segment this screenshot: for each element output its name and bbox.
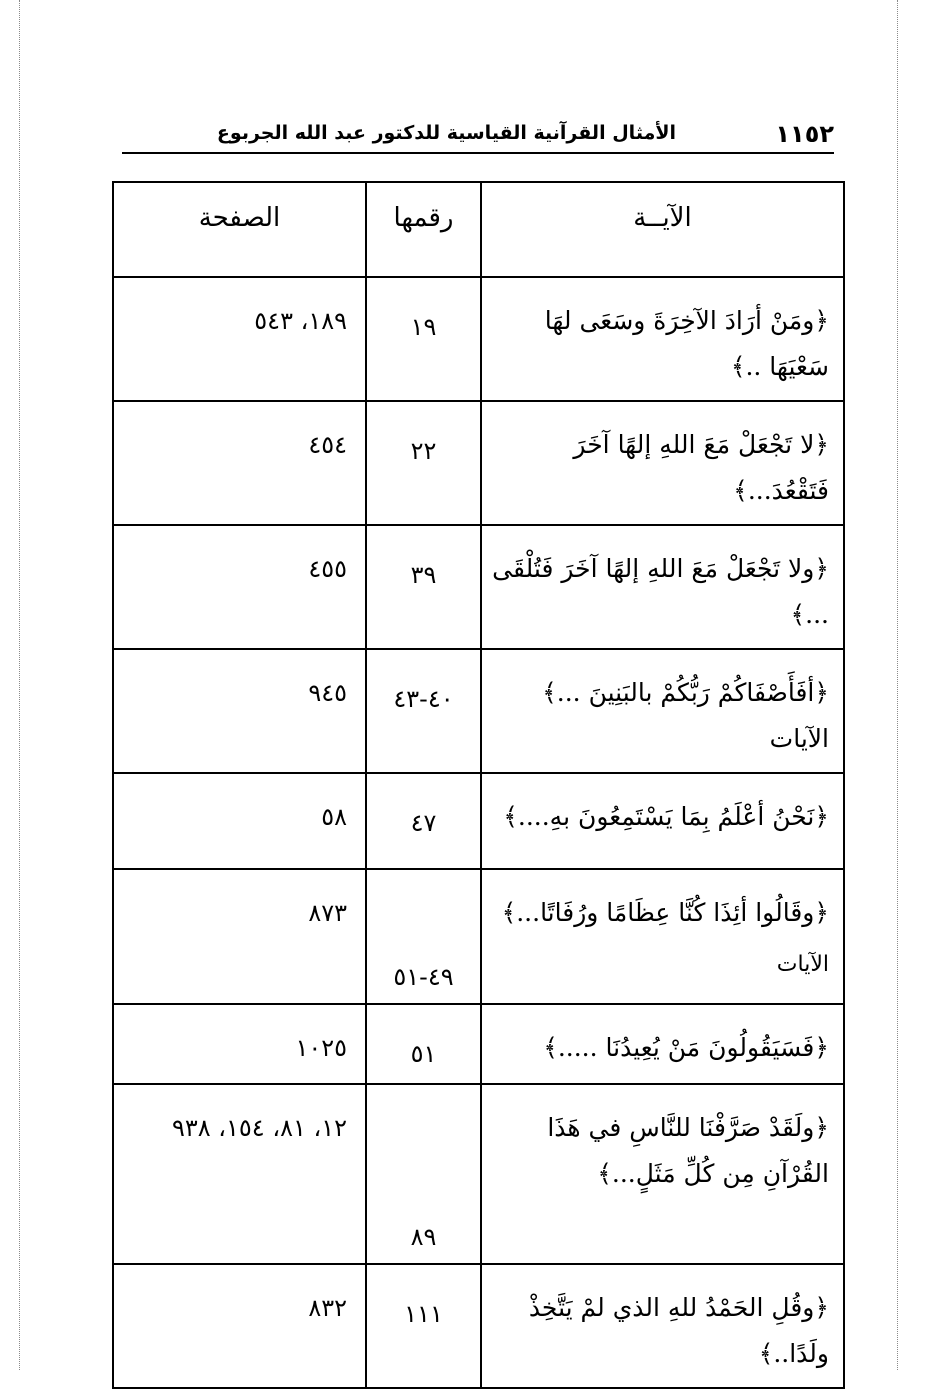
header-page: الصفحة xyxy=(113,182,366,277)
verse-number-cell: ٨٩ xyxy=(366,1084,481,1264)
verse-text: ﴿وقَالُوا أئِذَا كُنَّا عِظَامًا ورُفَاتًا...﴾ xyxy=(501,898,829,927)
verse-cell: ﴿لا تَجْعَلْ مَعَ اللهِ إلهًا آخَرَ فَتَقْعُدَ...﴾ xyxy=(481,401,844,525)
page-ref-cell: ١٨٩، ٥٤٣ xyxy=(113,277,366,401)
verse-number-cell: ٤٧ xyxy=(366,773,481,869)
running-title: الأمثال القرآنية القياسية للدكتور عبد الله الجربوع xyxy=(216,122,676,144)
verse-extra-note: الآيات xyxy=(776,952,829,977)
table-row xyxy=(113,277,844,401)
verse-cell: ﴿نَحْنُ أعْلَمُ بِمَا يَسْتَمِعُونَ بهِ....﴾ xyxy=(481,773,844,869)
page-ref-cell: ٩٤٥ xyxy=(113,649,366,773)
verse-cell: ﴿أفَأَصْفَاكُمْ رَبُّكُمْ بالبَنِينَ ...﴾ الآيات xyxy=(481,649,844,773)
verse-number-cell: ٢٢ xyxy=(366,401,481,525)
verse-cell: ﴿ولَقَدْ صَرَّفْنَا للنَّاسِ في هَذَا القُرْآنِ مِن كُلِّ مَثَلٍ...﴾ xyxy=(481,1084,844,1264)
header-verse: الآيــة xyxy=(481,182,844,277)
header-number: رقمها xyxy=(366,182,481,277)
page-ref-cell: ١٠٢٥ xyxy=(113,1004,366,1084)
table-row xyxy=(113,869,844,1004)
table-row xyxy=(113,1264,844,1388)
page-ref-cell: ١٢، ٨١، ١٥٤، ٩٣٨ xyxy=(113,1084,366,1264)
page-ref-cell: ٤٥٥ xyxy=(113,525,366,649)
table-row xyxy=(113,1004,844,1084)
table-row xyxy=(113,401,844,525)
page-header xyxy=(122,118,834,154)
table-header-row xyxy=(113,182,844,277)
page-ref-cell: ٤٥٤ xyxy=(113,401,366,525)
verse-index-table xyxy=(112,181,845,1389)
page-number: ١١٥٢ xyxy=(775,120,834,148)
verse-number-cell: ٤٠-٤٣ xyxy=(366,649,481,773)
verse-number-cell: ٤٩-٥١ xyxy=(366,869,481,1004)
verse-cell: ﴿فَسَيَقُولُونَ مَنْ يُعِيدُنَا .....﴾ xyxy=(481,1004,844,1084)
page-ref-cell: ٥٨ xyxy=(113,773,366,869)
scan-dotted-line-right xyxy=(897,0,898,1370)
scan-dotted-line-left xyxy=(19,0,20,1370)
verse-cell xyxy=(481,869,844,1004)
verse-cell: ﴿ولا تَجْعَلْ مَعَ اللهِ إلهًا آخَرَ فَتُلْقَى ...﴾ xyxy=(481,525,844,649)
verse-number-cell: ٣٩ xyxy=(366,525,481,649)
verse-cell: ﴿ومَنْ أرَادَ الآخِرَةَ وسَعَى لهَا سَعْيَهَا ..﴾ xyxy=(481,277,844,401)
verse-number-cell: ٥١ xyxy=(366,1004,481,1084)
page-ref-cell: ٨٣٢ xyxy=(113,1264,366,1388)
table-row xyxy=(113,773,844,869)
verse-number-cell: ١٩ xyxy=(366,277,481,401)
table-row xyxy=(113,649,844,773)
table-row xyxy=(113,525,844,649)
verse-number-cell: ١١١ xyxy=(366,1264,481,1388)
verse-cell: ﴿وقُلِ الحَمْدُ للهِ الذي لمْ يَتَّخِذْ ولَدًا..﴾ xyxy=(481,1264,844,1388)
table-row xyxy=(113,1084,844,1264)
page-ref-cell: ٨٧٣ xyxy=(113,869,366,1004)
